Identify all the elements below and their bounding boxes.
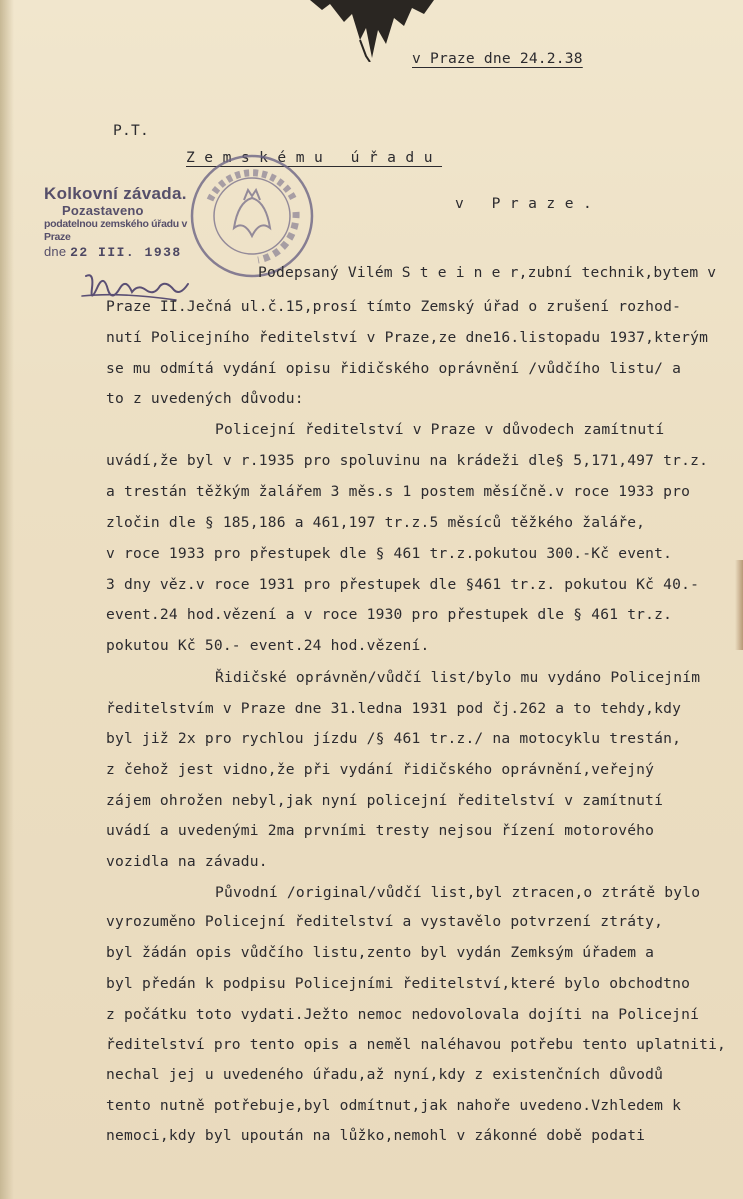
fee-stamp-status: Pozastaveno [62, 202, 144, 218]
fee-stamp-office: podatelnou zemského úřadu v Praze [44, 218, 188, 243]
body-text-line: tento nutně potřebuje,byl odmítnut,jak nahoře uvedeno.Vzhledem k [106, 1097, 682, 1114]
body-text-line: event.24 hod.vězení a v roce 1930 pro přestupek dle § 461 tr.z. [106, 606, 673, 623]
body-text-line: z počátku toto vydati.Ježto nemoc nedovolovala dojíti na Policejní [106, 1006, 700, 1023]
fee-stamp-date-value: 22 III. 1938 [70, 244, 182, 260]
fee-stamp-title: Kolkovní závada. [44, 184, 187, 203]
fee-stamp [44, 184, 209, 261]
letter-date: v Praze dne 24.2.38 [412, 50, 583, 67]
fee-stamp-date [44, 245, 209, 261]
body-text-line: nemoci,kdy byl upoután na lůžko,nemohl v zákonné době podati [106, 1127, 646, 1144]
body-text-line: pokutou Kč 50.- event.24 hod.vězení. [106, 637, 430, 654]
body-text-line: Policejní ředitelství v Praze v důvodech zamítnutí [215, 421, 665, 438]
body-text-line: nutí Policejního ředitelství v Praze,ze dne16.listopadu 1937,kterým [106, 329, 709, 346]
paper-edge-shadow [0, 0, 14, 1199]
recipient-line-1: Zemskému úřadu [186, 149, 443, 166]
body-text-line: uvádí,že byl v r.1935 pro spoluvinu na krádeži dle§ 5,171,497 tr.z. [106, 452, 709, 469]
fee-stamp-date-prefix: dne [44, 243, 67, 259]
body-text-line: zločin dle § 185,186 a 461,197 tr.z.5 měsíců těžkého žaláře, [106, 514, 646, 531]
body-text-line: Podepsaný Vilém S t e i n e r,zubní technik,bytem v [258, 264, 717, 281]
rust-stain [735, 560, 743, 650]
body-text-line: nechal jej u uvedeného úřadu,až nyní,kdy z existenčních důvodů [106, 1066, 664, 1083]
body-text-line: Původní /original/vůdčí list,byl ztracen,o ztrátě bylo [215, 884, 701, 901]
body-text-line: a trestán těžkým žalářem 3 měs.s 1 postem měsíčně.v roce 1933 pro [106, 483, 691, 500]
body-text-line: v roce 1933 pro přestupek dle § 461 tr.z.pokutou 300.-Kč event. [106, 545, 673, 562]
body-text-line: uvádí a uvedenými 2ma prvními tresty nejsou řízení motorového [106, 822, 655, 839]
round-office-seal-icon [186, 150, 318, 282]
body-text-line: Řidičské oprávněn/vůdčí list/bylo mu vydáno Policejním [215, 669, 701, 686]
body-text-line: byl již 2x pro rychlou jízdu /§ 461 tr.z./ na motocyklu trestán, [106, 730, 682, 747]
body-text-line: z čehož jest vidno,že při vydání řidičského oprávnění,veřejný [106, 761, 655, 778]
body-text-line: ředitelství pro tento opis a neměl naléhavou potřebu tento uplatniti, [106, 1036, 727, 1053]
body-text-line: byl předán k podpisu Policejními ředitelství,které bylo obchodtno [106, 975, 691, 992]
body-text-line: Praze II.Ječná ul.č.15,prosí tímto Zemský úřad o zrušení rozhod- [106, 298, 682, 315]
body-text-line: vyrozuměno Policejní ředitelství a vystavělo potvrzení ztráty, [106, 913, 664, 930]
body-text-line: zájem ohrožen nebyl,jak nyní policejní ředitelství v zamítnutí [106, 792, 664, 809]
body-text-line: se mu odmítá vydání opisu řidičského oprávnění /vůdčího listu/ a [106, 360, 682, 377]
recipient-line-2: v Praze. [455, 195, 602, 212]
body-text-line: vozidla na závadu. [106, 853, 268, 870]
body-text-line: to z uvedených důvodu: [106, 390, 304, 407]
body-text-line: byl žádán opis vůdčího listu,zento byl vydán Zemksým úřadem a [106, 944, 655, 961]
body-text-line: 3 dny věz.v roce 1931 pro přestupek dle §461 tr.z. pokutou Kč 40.- [106, 576, 700, 593]
salutation: P.T. [113, 122, 149, 139]
body-text-line: ředitelstvím v Praze dne 31.ledna 1931 pod čj.262 a to tehdy,kdy [106, 700, 682, 717]
